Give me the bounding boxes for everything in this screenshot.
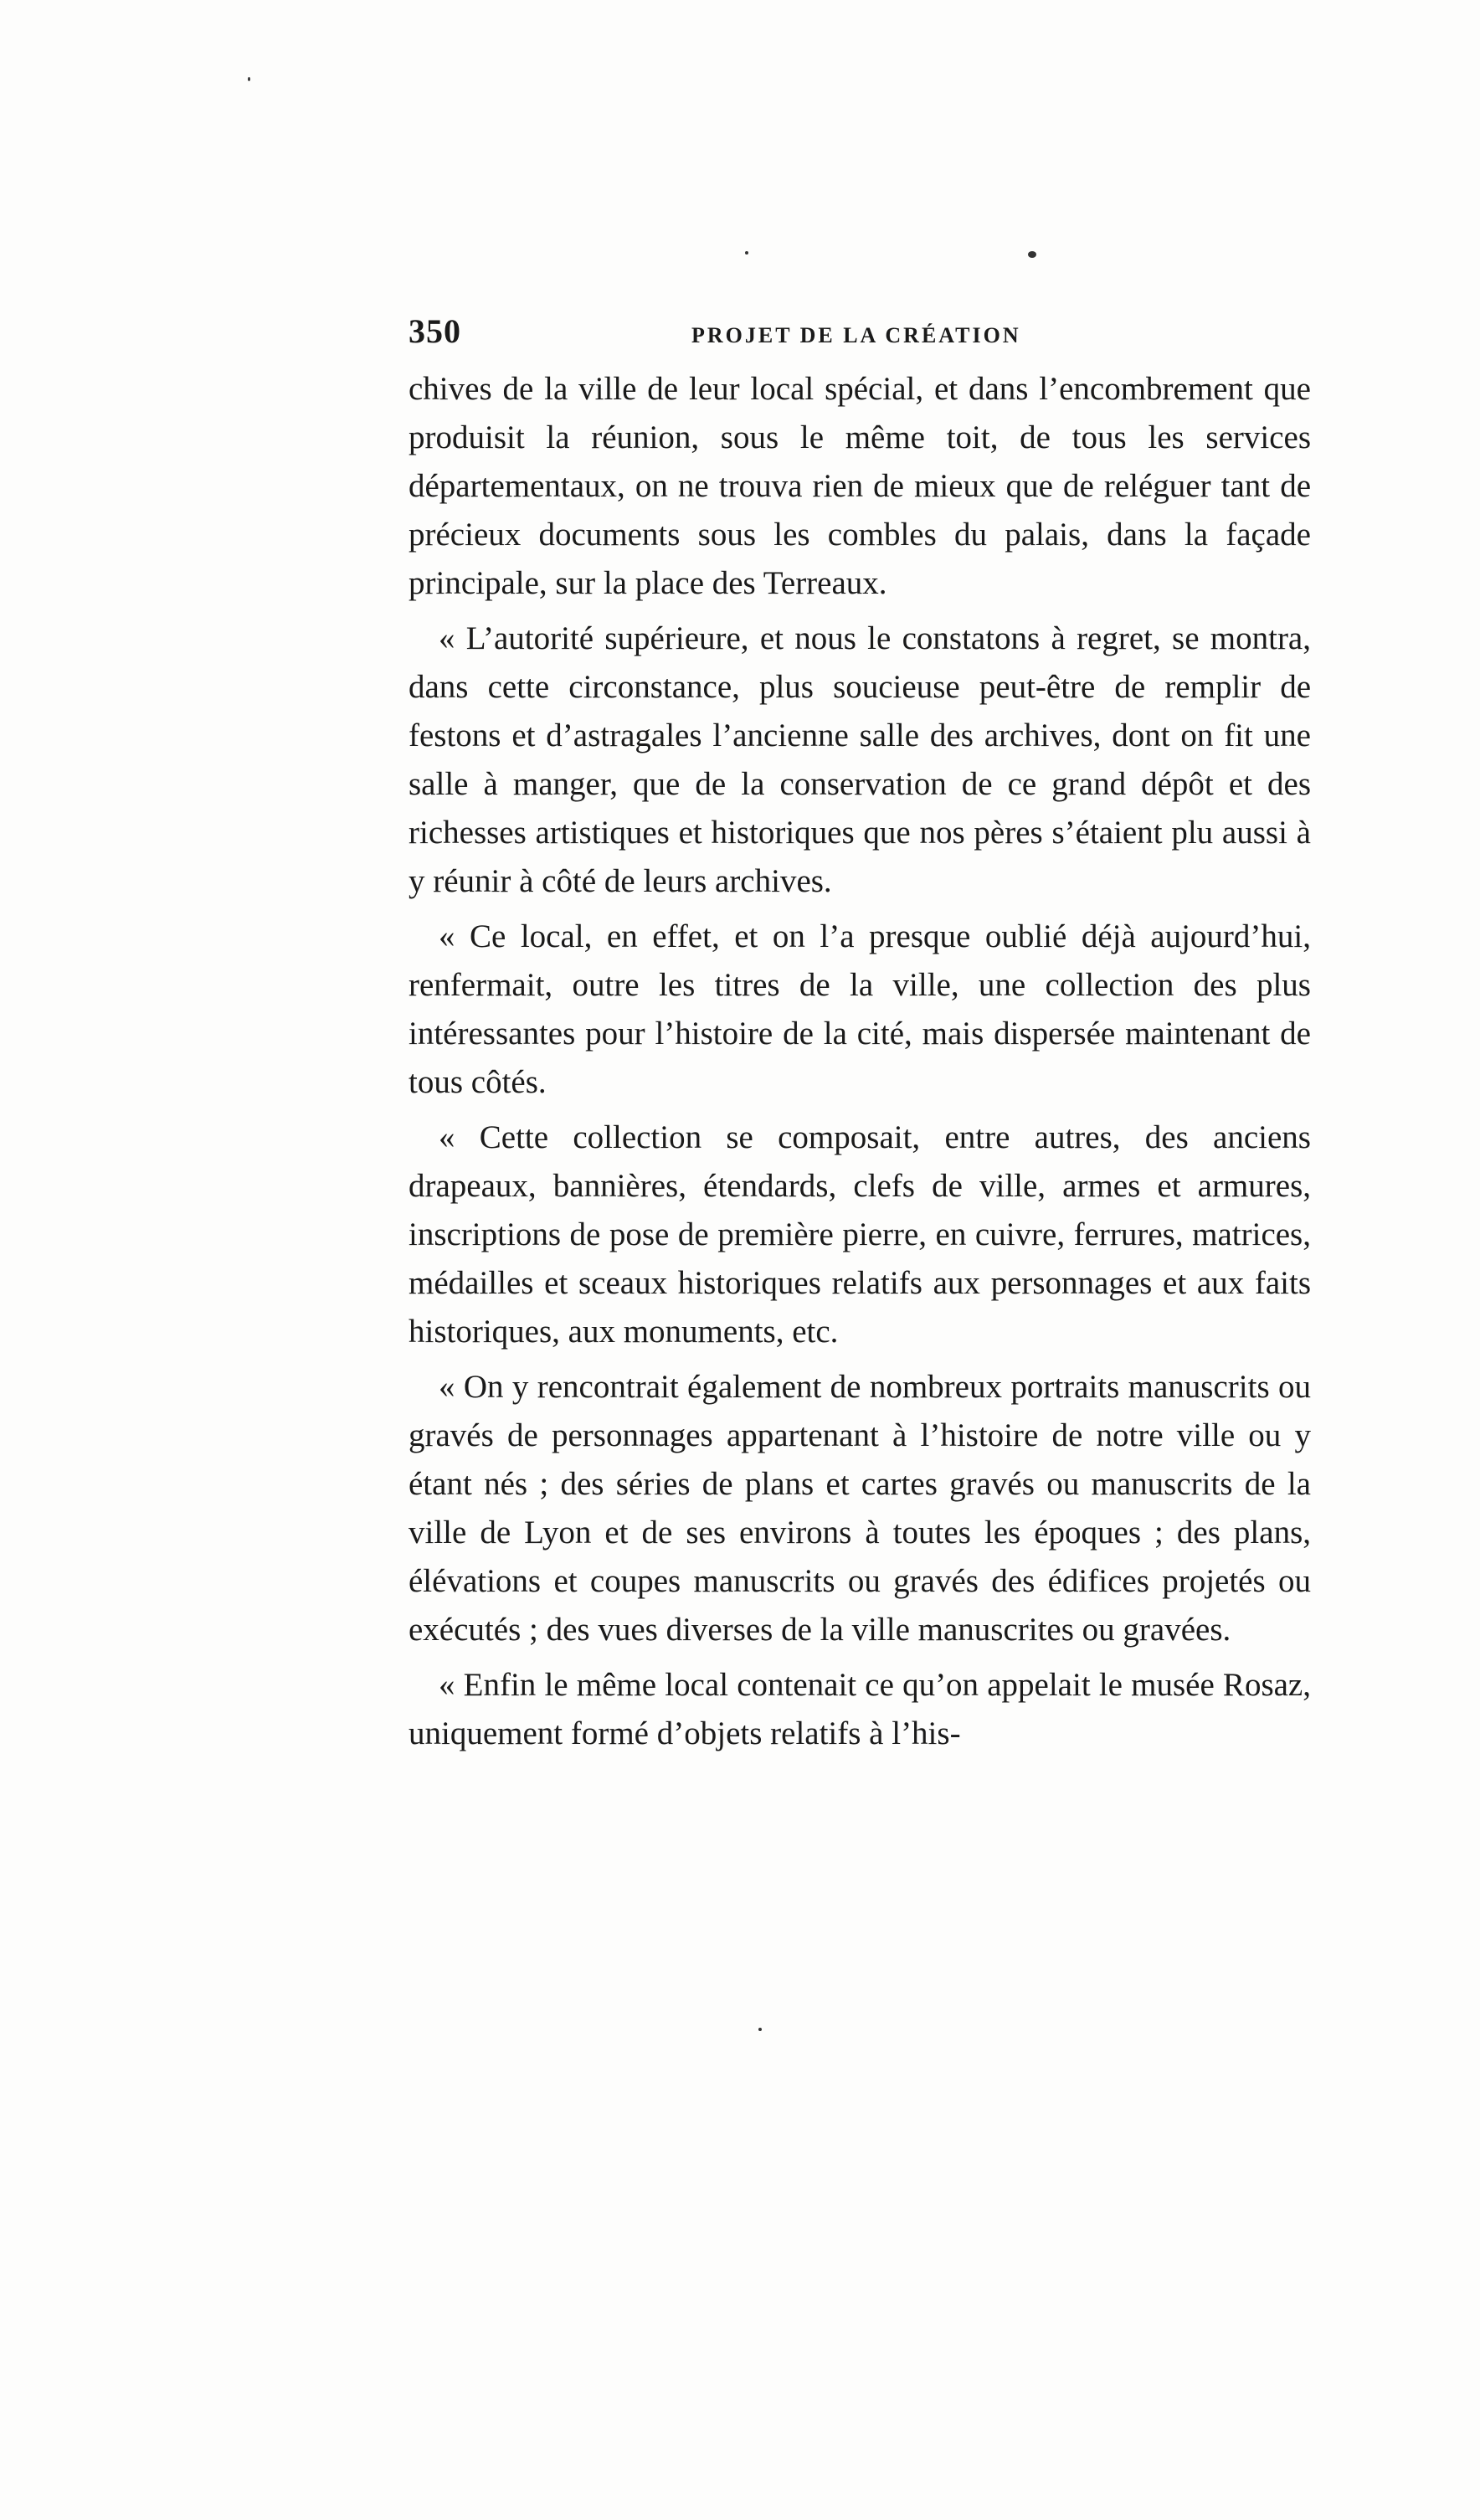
paragraph: « L’autorité supérieure, et nous le constatons à regret, se montra, dans cette circonstance, plus soucieuse peut-être de remplir de festons et d’astragales l’ancienne salle des archives, dont on fit une salle à manger, que de la conservation de ce grand dépôt et des richesses artistiques et historiques que nos pères s’étaient plu aussi à y réunir à côté de leurs archives.: [409, 620, 1311, 899]
ink-speck: [745, 251, 748, 255]
paragraph: « Cette collection se composait, entre autres, des anciens drapeaux, bannières, étendards, clefs de ville, armes et armures, inscriptions de pose de première pierre, en cuivre, ferrures, matrices, médailles et sceaux historiques relatifs aux personnages et aux faits historiques, aux monuments, etc.: [409, 1119, 1311, 1350]
ink-speck: [1028, 251, 1036, 258]
paragraph: chives de la ville de leur local spécial, et dans l’encombrement que produisit la réunion, sous le même toit, de tous les services départementaux, on ne trouva rien de mieux que de reléguer tant de précieux documents sous les combles du palais, dans la façade principale, sur la place des Terreaux.: [409, 371, 1311, 601]
paragraph: « Ce local, en effet, et on l’a presque oublié déjà aujourd’hui, renfermait, outre les titres de la ville, une collection des plus intéressantes pour l’histoire de la cité, mais dispersée maintenant de tous côtés.: [409, 918, 1311, 1100]
running-head: PROJET DE LA CRÉATION: [691, 323, 1021, 347]
page-number: 350: [409, 312, 461, 350]
paragraph: « On y rencontrait également de nombreux portraits manuscrits ou gravés de personnages appartenant à l’histoire de notre ville ou y étant nés ; des séries de plans et cartes gravés ou manuscrits de la ville de Lyon et de ses environs à toutes les époques ; des plans, élévations et coupes manuscrits ou gravés des édifices projetés ou exécutés ; des vues diverses de la ville manuscrites ou gravées.: [409, 1369, 1311, 1648]
ink-speck: [758, 2028, 762, 2031]
ink-speck: [248, 77, 250, 81]
body-text: [409, 365, 1311, 1765]
paragraph: « Enfin le même local contenait ce qu’on appelait le musée Rosaz, uniquement formé d’objets relatifs à l’his-: [409, 1667, 1311, 1751]
page-header: [409, 311, 1321, 362]
